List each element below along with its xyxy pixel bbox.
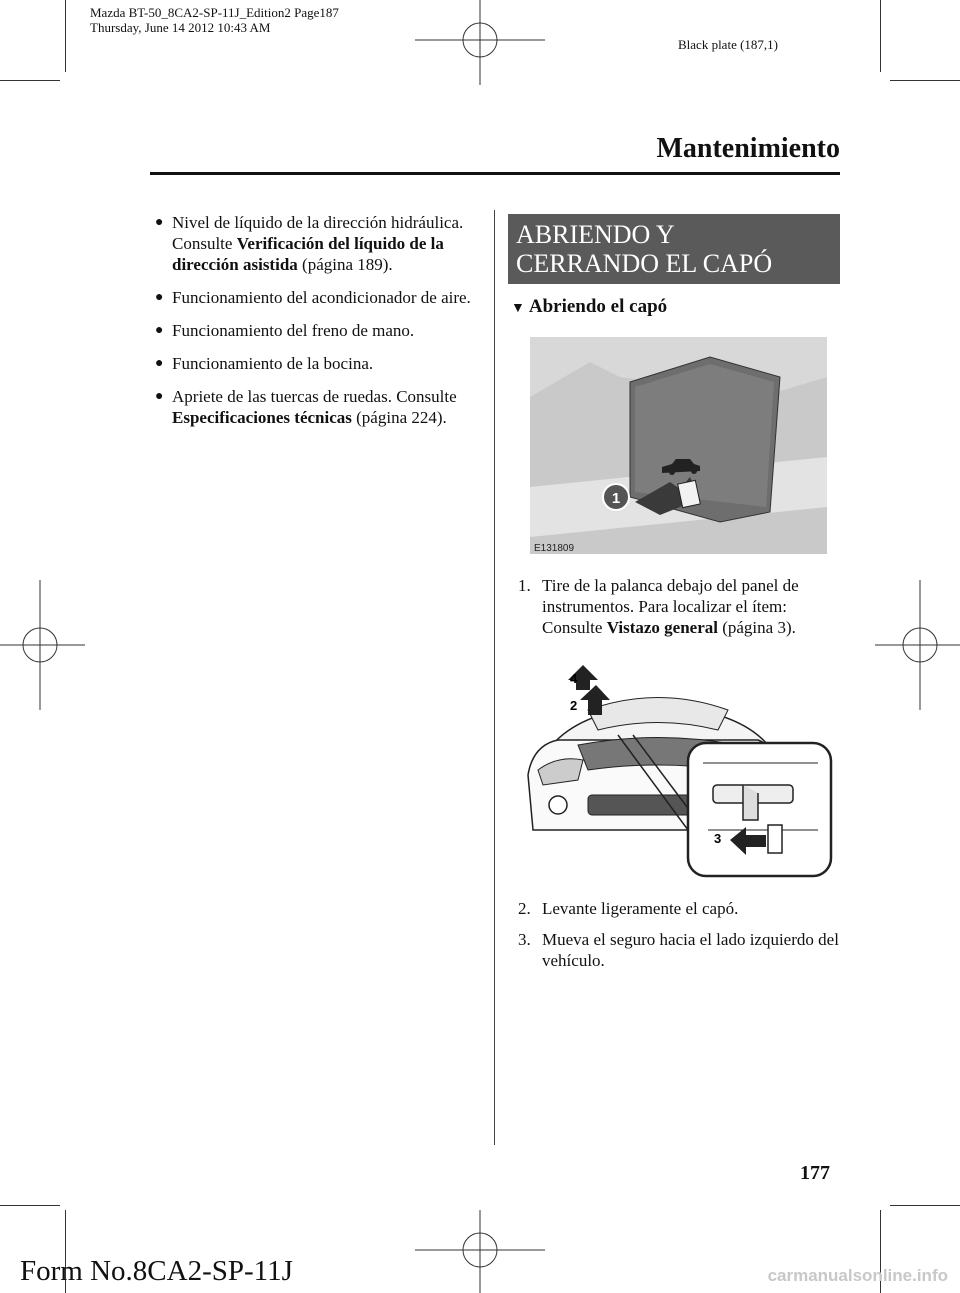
bullet-icon: ● [155,323,164,338]
triangle-icon: ▼ [511,301,525,316]
registration-mark-left [0,580,85,710]
banner-line: ABRIENDO Y [516,220,675,249]
page-number: 177 [800,1162,830,1184]
cross-reference: Vistazo general [606,618,718,637]
form-number: Form No.8CA2-SP-11J [20,1255,293,1287]
list-item: ● Apriete de las tuercas de ruedas. Consulte Especificaciones técnicas (página 224). [155,387,457,427]
step-number: 3. [518,930,531,949]
print-date-line: Thursday, June 14 2012 10:43 AM [90,20,271,35]
figure2-callout: 2 [570,698,578,713]
bullet-icon: ● [155,389,164,404]
figure2-callout: 4 [570,671,578,686]
figure1-code: E131809 [534,543,575,554]
bullet-icon: ● [155,215,164,230]
step-item: 2. Levante ligeramente el capó. [518,899,739,918]
registration-mark-bottom [415,1210,545,1293]
banner-line: CERRANDO EL CAPÓ [516,249,773,278]
figure1-callout: 1 [611,490,621,507]
step-list [518,898,840,981]
crop-mark [65,0,66,72]
step-number: 1. [518,576,531,595]
section-title: Mantenimiento [656,133,840,164]
print-info [90,5,339,35]
hood-latch-illustration [518,655,833,880]
bullet-icon: ● [155,290,164,305]
step-list [518,575,840,648]
crop-mark [0,1205,60,1206]
list-item: ● Funcionamiento del freno de mano. [155,321,415,340]
figure2-callout: 3 [714,831,722,846]
chapter-banner [508,214,840,284]
step-item: 3. Mueva el seguro hacia el lado izquierdo del vehículo. [518,930,839,970]
list-item: ● Nivel de líquido de la dirección hidráulica. Consulte Verificación del líquido de la dirección asistida (página 189). [155,213,464,274]
checklist [155,212,473,440]
list-item: ● Funcionamiento del acondicionador de aire. [155,288,471,307]
bullet-icon: ● [155,356,164,371]
step-number: 2. [518,899,531,918]
print-file-line: Mazda BT-50_8CA2-SP-11J_Edition2 Page187 [90,5,339,20]
crop-mark [890,80,960,81]
plate-label: Black plate (187,1) [678,37,778,52]
cross-reference: Verificación del líquido de la dirección asistida [172,234,444,274]
hood-release-lever-illustration [530,337,827,554]
crop-mark [0,80,60,81]
registration-mark-right [875,580,960,710]
crop-mark [890,1205,960,1206]
list-item: ● Funcionamiento de la bocina. [155,354,374,373]
registration-mark-top [415,0,545,85]
crop-mark [880,0,881,72]
step-item: 1. Tire de la palanca debajo del panel de instrumentos. Para localizar el ítem: Consulte Vistazo general (página 3). [518,576,799,637]
watermark: carmanualsonline.info [767,1266,948,1285]
column-divider [494,210,495,1145]
subsection-heading: ▼ Abriendo el capó [511,296,668,317]
cross-reference: Especificaciones técnicas [172,408,352,427]
header-rule [150,172,840,175]
